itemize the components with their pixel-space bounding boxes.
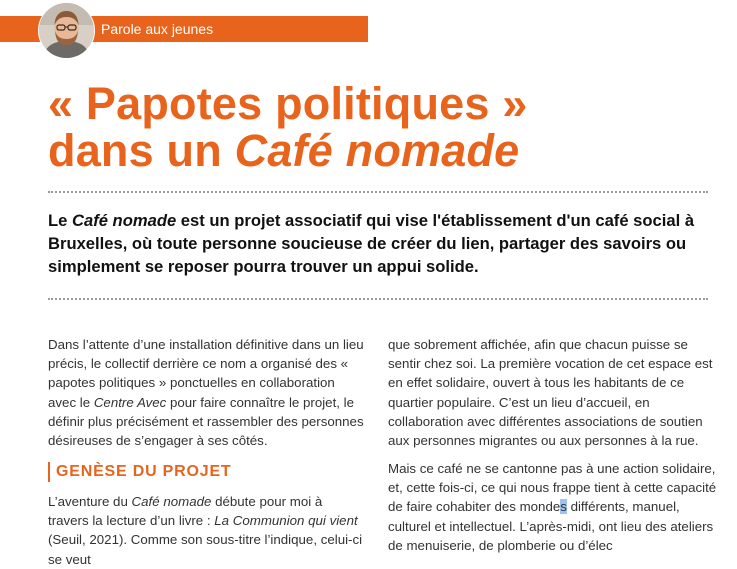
lead-emphasis: Café nomade xyxy=(71,211,177,230)
left-p1-start: Dans l’attente d’une installation définitive dans un lieu précis, le collectif derrière ce nom a organisé des « papotes politiques » ponctuelles en collaboration avec le xyxy=(48,337,364,410)
title-line-1: « Papotes politiques » xyxy=(48,78,528,129)
author-avatar xyxy=(38,2,95,59)
divider-top xyxy=(48,191,708,193)
left-p2-emphasis-1: Café nomade xyxy=(131,494,212,509)
left-p2-b: débute pour moi à travers la lecture d’un livre : xyxy=(48,494,323,529)
lead-paragraph xyxy=(48,209,713,278)
left-paragraph-2 xyxy=(48,492,366,569)
right-column-continued xyxy=(388,459,718,555)
text-cursor-highlight[interactable]: s xyxy=(560,499,567,515)
left-column-continued xyxy=(48,492,366,569)
left-p2-c: (Seuil, 2021). Comme son sous-titre l’indique, celui-ci se veut xyxy=(48,532,363,567)
left-p2-emphasis-2: La Communion qui vient xyxy=(214,513,358,529)
right-p2-a: Mais ce café ne se cantonne pas à une action solidaire, et, cette fois-ci, ce qui nous frappe tient à cette capacité de faire cohabiter des monde xyxy=(388,461,717,515)
divider-bottom xyxy=(48,298,708,300)
right-column xyxy=(388,335,718,450)
left-column xyxy=(48,335,366,450)
left-paragraph-1 xyxy=(48,335,366,450)
article-title xyxy=(48,80,528,174)
right-paragraph-2 xyxy=(388,459,718,555)
right-paragraph-1: que sobrement affichée, afin que chacun puisse se sentir chez soi. La première vocation de cet espace est en effet solidaire, ouvert à tous les habitants de ce quartier populaire. C’est un lieu d’accueil, en collaboration avec différentes associations de soutien aux personnes migrantes ou aux personnes à la rue. xyxy=(388,337,713,449)
left-p1-end: pour faire connaître le projet, le définir plus précisément et rassembler des personnes désireuses de s’engager à ses côtés. xyxy=(48,394,364,449)
right-p2-b: différents, manuel, culturel et intellectuel. L’après-midi, ont lieu des ateliers de menuiserie, de plomberie ou d’élec xyxy=(388,499,714,553)
lead-text-start: Le xyxy=(48,211,72,230)
left-p2-a: L’aventure du xyxy=(48,494,132,509)
section-label: Parole aux jeunes xyxy=(101,21,214,37)
title-line-2 xyxy=(48,127,528,174)
lead-text-end: est un projet associatif qui vise l'établissement d'un café social à Bruxelles, où toute personne soucieuse de créer du lien, partager des savoirs ou simplement se reposer pourra trouver un appui solide. xyxy=(48,211,695,276)
section-heading-genese: GENÈSE DU PROJET xyxy=(48,462,232,482)
title-line-2-text: dans un xyxy=(48,125,235,176)
title-line-2-emphasis: Café nomade xyxy=(234,125,520,176)
left-p1-emphasis: Centre Avec xyxy=(93,394,167,410)
